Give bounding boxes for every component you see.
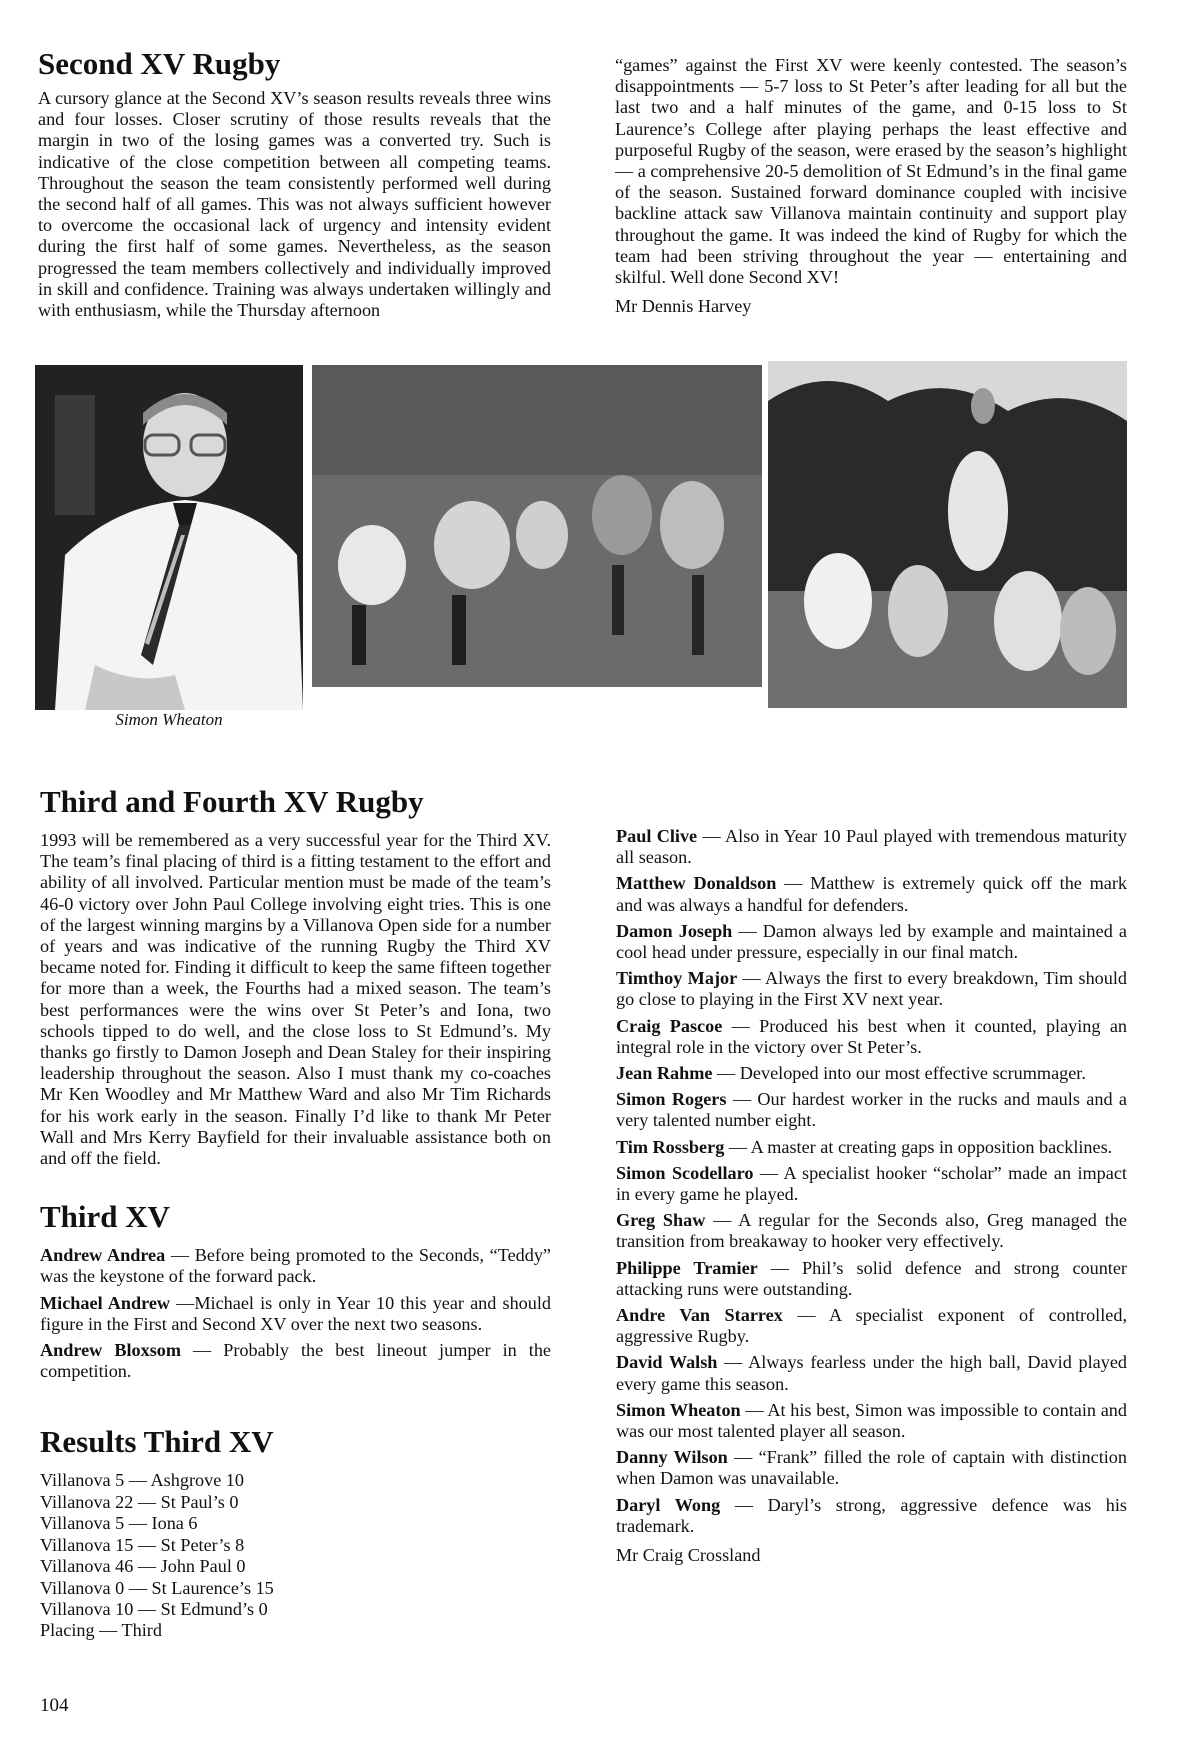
player-name: Simon Scodellaro	[616, 1162, 754, 1183]
third-fourth-para: 1993 will be remembered as a very successful year for the Third XV. The team’s final placing of third is a fitting testament to the effort and ability of all involved. Particular mention must be made of the team’s 46-0 victory over John Paul College involving eight tries. This is one of the largest winning margins by a Villanova Open side for a number of years and was indicative of the running Rugby the Third XV became noted for. Finding it difficult to keep the same fifteen together for more than a week, the Fourths had a mixed season. The team’s best performances were the wins over St Peter’s and Iona, two schools tipped to do well, and the close loss to St Edmund’s. My thanks go firstly to Damon Joseph and Dean Staley for their inspiring leadership throughout the season. Also I must thank my co-coaches Mr Ken Woodley and Mr Matthew Ward and also Mr Tim Richards for his work early in the season. Finally I’d like to thank Mr Peter Wall and Mrs Kerry Bayfield for their invaluable assistance both on and off the field.	[40, 830, 551, 1169]
player-note: — Always the first to every breakdown, Tim should go close to playing in the First XV next year.	[616, 968, 1127, 1010]
second-xv-para1: A cursory glance at the Second XV’s season results reveals three wins and four losses. Closer scrutiny of those results reveals that the margin in two of the losing games was a converted try. Such is indicative of the close competition between all competing teams. Throughout the season the team consistently performed well during the second half of all games. This was not always sufficient however to overcome the occasional lack of urgency and intensity evident during the first half of some games. Nevertheless, as the season progressed the team members collectively and individually improved in skill and confidence. Training was always undertaken willingly and with enthusiasm, while the Thursday afternoon	[38, 88, 551, 321]
player-note: — Also in Year 10 Paul played with tremendous maturity all season.	[616, 826, 1128, 868]
third-fourth-title: Third and Fourth XV Rugby	[40, 784, 424, 819]
results-list	[40, 1470, 551, 1641]
player-note: — Probably the best lineout jumper in the competition.	[40, 1340, 551, 1382]
lineout-photo	[768, 361, 1127, 708]
player-name: Matthew Donaldson	[616, 873, 777, 894]
player-entry	[616, 1305, 1127, 1347]
player-name: Danny Wilson	[616, 1447, 728, 1468]
second-xv-title: Second XV Rugby	[38, 46, 281, 81]
player-note: — Phil’s solid defence and strong counter attacking runs were outstanding.	[616, 1257, 1127, 1299]
result-line: Villanova 5 — Iona 6	[40, 1513, 198, 1534]
player-note: — “Frank” filled the role of captain with distinction when Damon was unavailable.	[616, 1447, 1127, 1489]
player-entry	[616, 1210, 1127, 1252]
player-note: — Always fearless under the high ball, David played every game this season.	[616, 1352, 1128, 1394]
results-title: Results Third XV	[40, 1424, 274, 1460]
player-note: — A specialist exponent of controlled, aggressive Rugby.	[616, 1305, 1127, 1347]
third-xv-title: Third XV	[40, 1199, 171, 1235]
player-entry	[616, 1447, 1127, 1489]
result-line: Villanova 0 — St Laurence’s 15	[40, 1577, 274, 1598]
player-entry	[616, 1163, 1127, 1205]
rugby-action-illustration	[312, 365, 762, 687]
player-note: — A master at creating gaps in opposition backlines.	[724, 1136, 1113, 1157]
player-note: — Damon always led by example and maintained a cool head under pressure, especially in our final match.	[616, 920, 1128, 963]
result-line: Villanova 15 — St Peter’s 8	[40, 1534, 245, 1555]
player-entry	[616, 1400, 1127, 1442]
result-line: Placing — Third	[40, 1620, 162, 1641]
player-entry	[616, 826, 1127, 868]
result-line: Villanova 10 — St Edmund’s 0	[40, 1598, 268, 1619]
player-note: — Produced his best when it counted, playing an integral role in the victory over St Peter’s.	[616, 1015, 1127, 1057]
player-name: Michael Andrew	[40, 1292, 171, 1313]
second-xv-signature: Mr Dennis Harvey	[615, 296, 752, 317]
player-name: David Walsh	[616, 1352, 718, 1373]
player-name: Andrew Bloxsom	[40, 1340, 182, 1361]
player-name: Greg Shaw	[616, 1210, 706, 1231]
player-note: — A specialist hooker “scholar” made an impact in every game he played.	[616, 1162, 1127, 1205]
player-entry	[616, 1352, 1127, 1394]
player-name: Andrew Andrea	[40, 1245, 166, 1266]
player-entry	[616, 1258, 1127, 1300]
player-entry	[616, 1495, 1127, 1537]
players-signature: Mr Craig Crossland	[616, 1545, 761, 1566]
portrait-photo	[35, 365, 303, 710]
player-name: Paul Clive	[616, 826, 698, 846]
page-number: 104	[40, 1695, 69, 1716]
result-line: Villanova 5 — Ashgrove 10	[40, 1470, 244, 1491]
player-entry	[616, 1063, 1127, 1084]
player-name: Tim Rossberg	[616, 1136, 725, 1157]
result-line: Villanova 22 — St Paul’s 0	[40, 1491, 239, 1512]
player-note: — Our hardest worker in the rucks and mauls and a very talented number eight.	[616, 1089, 1128, 1131]
player-note: — Daryl’s strong, aggressive defence was his trademark.	[616, 1494, 1127, 1536]
lineout-illustration	[768, 361, 1127, 708]
player-entry	[616, 873, 1127, 915]
player-entry	[616, 1089, 1127, 1131]
third-xv-list	[40, 1245, 551, 1382]
player-entry	[616, 921, 1127, 963]
player-entry	[616, 968, 1127, 1010]
result-line: Villanova 46 — John Paul 0	[40, 1556, 246, 1577]
player-name: Jean Rahme	[616, 1063, 713, 1084]
player-name: Simon Wheaton	[616, 1399, 741, 1420]
player-entry	[616, 1137, 1127, 1158]
player-name: Andre Van Starrex	[616, 1305, 783, 1326]
third-xv-entry	[40, 1245, 551, 1287]
player-note: — A regular for the Seconds also, Greg managed the transition from breakaway to hooker very effectively.	[616, 1210, 1127, 1252]
portrait-caption: Simon Wheaton	[115, 710, 223, 729]
player-entry	[616, 1016, 1127, 1058]
player-name: Simon Rogers	[616, 1089, 727, 1110]
player-note: — At his best, Simon was impossible to contain and was our most talented player all season.	[616, 1399, 1127, 1442]
player-name: Philippe Tramier	[616, 1257, 758, 1278]
player-name: Timthoy Major	[616, 968, 738, 989]
second-xv-right	[615, 55, 1127, 317]
player-name: Damon Joseph	[616, 920, 733, 941]
portrait-illustration	[35, 365, 303, 710]
player-name: Craig Pascoe	[616, 1015, 723, 1036]
player-name: Daryl Wong	[616, 1494, 721, 1515]
third-xv-entry	[40, 1340, 551, 1382]
third-xv-entry	[40, 1293, 551, 1335]
second-xv-para2: “games” against the First XV were keenly contested. The season’s disappointments — 5-7 loss to St Peter’s after leading for all but the last two and a half minutes of the game, and 0-15 loss to St Laurence’s College after playing perhaps the least effective and purposeful Rugby of the season, were erased by the season’s highlight — a comprehensive 20-5 demolition of St Edmund’s in the final game of the season. Sustained forward dominance coupled with incisive backline attack saw Villanova maintain continuity and support play throughout the game. It was indeed the kind of Rugby for which the team had been striving throughout the year — entertaining and skilful. Well done Second XV!	[615, 55, 1127, 288]
player-note: — Before being promoted to the Seconds, “Teddy” was the keystone of the forward pack.	[40, 1245, 551, 1287]
player-note: —Michael is only in Year 10 this year and should figure in the First and Second XV over the next two seasons.	[40, 1292, 551, 1334]
player-note: — Matthew is extremely quick off the mark and was always a handful for defenders.	[616, 873, 1128, 915]
rugby-action-photo	[312, 365, 762, 687]
second-xv-left	[38, 46, 551, 321]
players-right	[616, 826, 1127, 1566]
third-fourth-left	[40, 784, 551, 1642]
player-note: — Developed into our most effective scrummager.	[712, 1063, 1086, 1084]
